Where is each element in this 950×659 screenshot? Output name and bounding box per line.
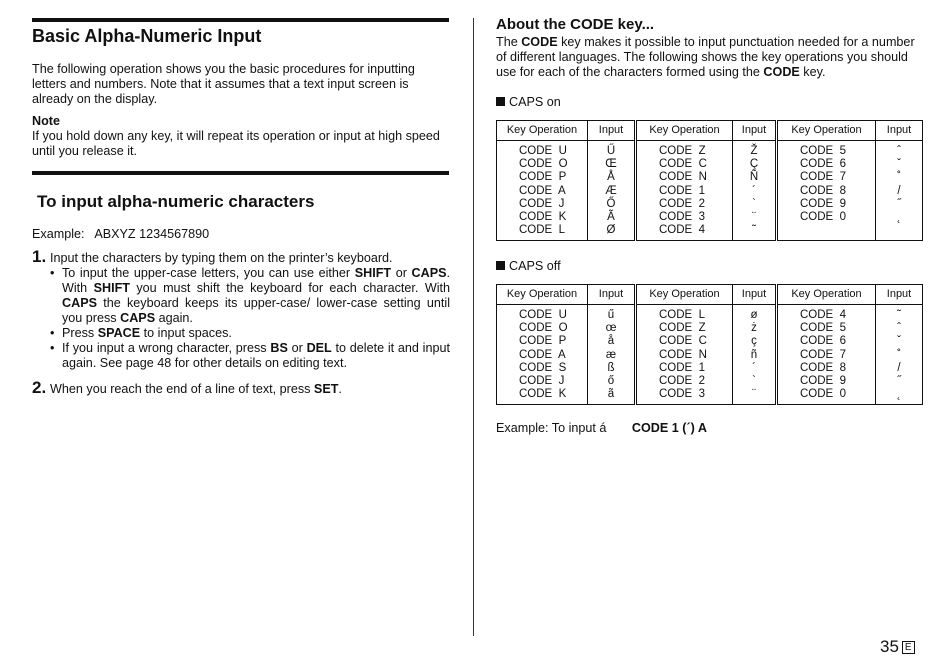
input-char: Ñ — [749, 171, 759, 184]
header-key-operation: Key Operation — [497, 121, 588, 141]
step-1-bullets — [50, 266, 450, 371]
input-char: æ — [605, 348, 617, 361]
key-op: CODE 0 — [800, 388, 847, 401]
key-op: CODE 2 — [659, 197, 706, 210]
input-char: ˇ — [897, 158, 901, 171]
code-example-sequence: CODE 1 (´) A — [631, 421, 707, 435]
input-char: / — [897, 184, 901, 197]
input-char: ˚ — [897, 348, 901, 361]
input-char: ˆ — [897, 145, 901, 157]
input-char: Å — [607, 171, 615, 184]
key-op: CODE 3 — [659, 211, 706, 224]
input-char: ˜ — [897, 309, 901, 321]
input-char: ã — [607, 388, 615, 401]
page-number: 35 E — [880, 637, 915, 657]
input-char: ç — [751, 335, 757, 348]
key-op: CODE O — [519, 322, 568, 335]
key-op: CODE 2 — [659, 375, 706, 388]
key-op: CODE O — [519, 158, 568, 171]
input-char: ˆ — [897, 322, 901, 335]
input-char: ˜ — [752, 224, 756, 237]
input-char: å — [607, 335, 615, 348]
key-op: CODE N — [659, 348, 707, 361]
input-char: / — [897, 361, 901, 374]
section-title-alpha-numeric: To input alpha-numeric characters — [37, 192, 315, 211]
key-op: CODE C — [659, 335, 707, 348]
input-char: ż — [751, 322, 757, 335]
key-op: CODE 0 — [800, 211, 847, 224]
key-op: CODE P — [519, 335, 567, 348]
key-op: CODE 6 — [800, 335, 847, 348]
header-key-operation: Key Operation — [636, 285, 733, 305]
note-text: If you hold down any key, it will repeat its operation or input at high speed until you release it. — [32, 129, 440, 158]
caps-on-table — [496, 120, 923, 241]
square-bullet-icon — [496, 261, 505, 270]
key-op: CODE 8 — [800, 184, 847, 197]
header-input: Input — [588, 285, 636, 305]
input-char: ` — [752, 197, 756, 210]
caps-off-label: CAPS off — [496, 259, 561, 274]
input-char: Ø — [606, 224, 616, 237]
key-op: CODE A — [519, 348, 566, 361]
key-op: CODE 7 — [800, 171, 847, 184]
square-bullet-icon — [496, 97, 505, 106]
header-key-operation: Key Operation — [636, 121, 733, 141]
step-1 — [32, 249, 450, 371]
input-char: ¨ — [752, 211, 756, 224]
key-op: CODE 6 — [800, 158, 847, 171]
input-char: ` — [752, 375, 756, 388]
header-key-operation: Key Operation — [777, 121, 876, 141]
language-box: E — [902, 641, 915, 654]
key-op: CODE 5 — [800, 145, 847, 157]
section-rule-left — [32, 171, 449, 175]
key-op: CODE U — [519, 309, 567, 321]
input-char: ´ — [752, 361, 756, 374]
key-op: CODE A — [519, 184, 566, 197]
key-op: CODE 9 — [800, 375, 847, 388]
key-op: CODE N — [659, 171, 707, 184]
key-op: CODE 7 — [800, 348, 847, 361]
step-1-text: Input the characters by typing them on the printer’s keyboard. — [50, 251, 393, 265]
input-char: ´ — [752, 184, 756, 197]
input-char: ˇ — [897, 335, 901, 348]
input-char: ő — [607, 375, 615, 388]
key-op: CODE U — [519, 145, 567, 157]
input-char: Ã — [607, 211, 615, 224]
input-char: ˚ — [897, 171, 901, 184]
code-key-title: About the CODE key... — [496, 16, 655, 33]
input-char: œ — [605, 322, 617, 335]
key-op: CODE 1 — [659, 361, 706, 374]
set-key: SET — [313, 382, 339, 396]
key-op: CODE K — [519, 388, 567, 401]
step-1-number: 1. — [32, 247, 47, 266]
header-input: Input — [733, 121, 777, 141]
top-rule-left — [32, 18, 449, 22]
key-op: CODE S — [519, 361, 567, 374]
bullet-space: • Press SPACE to input spaces. — [50, 326, 450, 341]
input-char: ű — [607, 309, 615, 321]
code-example-label: Example: To input á — [496, 421, 607, 435]
key-op: CODE Z — [659, 322, 706, 335]
key-op: CODE 8 — [800, 361, 847, 374]
key-op: CODE J — [519, 375, 565, 388]
input-char: Ű — [606, 145, 616, 157]
input-char: Œ — [605, 158, 617, 171]
step-2-text: When you reach the end of a line of text, press SET. — [50, 382, 342, 396]
caps-on-label: CAPS on — [496, 95, 561, 110]
code-key-intro: The CODE key makes it possible to input punctuation needed for a number of different languages. The following shows the key operations you should use for each of the characters formed using the CODE key. — [496, 35, 915, 79]
input-char: Ç — [749, 158, 759, 171]
bullet-delete: • If you input a wrong character, press BS or DEL to delete it and input again. See page 48 for other details on editing text. — [50, 341, 450, 371]
key-op: CODE P — [519, 171, 567, 184]
input-char: ñ — [750, 348, 758, 361]
key-op: CODE Z — [659, 145, 706, 157]
example-value: ABXYZ 1234567890 — [94, 227, 210, 241]
bullet-caps-shift: • To input the upper-case letters, you can use either SHIFT or CAPS. With SHIFT you must shift the keyboard for each character. With CAPS the keyboard keeps its upper-case/ lower-case setting until you press CAPS again. — [50, 266, 450, 326]
key-op: CODE 4 — [800, 309, 847, 321]
input-char: ˝ — [897, 375, 901, 388]
code-example-line — [496, 421, 707, 436]
header-key-operation: Key Operation — [497, 285, 588, 305]
header-input: Input — [876, 285, 923, 305]
input-char: ˛ — [897, 388, 901, 401]
input-char: ˛ — [897, 211, 901, 224]
caps-off-table — [496, 284, 923, 405]
input-char: Ő — [606, 197, 616, 210]
input-char: Æ — [605, 184, 617, 197]
input-char: Ž — [750, 145, 758, 157]
key-op: CODE 4 — [659, 224, 706, 237]
example-label: Example: — [32, 227, 85, 241]
key-op: CODE K — [519, 211, 567, 224]
key-op: CODE 5 — [800, 322, 847, 335]
key-op: CODE C — [659, 158, 707, 171]
intro-paragraph: The following operation shows you the basic procedures for inputting letters and numbers. Note that it assumes that a text input screen is already on the display. — [32, 62, 415, 106]
key-op: CODE L — [659, 309, 706, 321]
header-input: Input — [588, 121, 636, 141]
header-key-operation: Key Operation — [777, 285, 876, 305]
key-op: CODE 3 — [659, 388, 706, 401]
key-op: CODE 1 — [659, 184, 706, 197]
header-input: Input — [733, 285, 777, 305]
key-op: CODE 9 — [800, 197, 847, 210]
note-label: Note — [32, 114, 60, 128]
example-line — [32, 227, 209, 242]
section-title-basic-input: Basic Alpha-Numeric Input — [32, 26, 262, 46]
key-op: CODE L — [519, 224, 566, 237]
input-char: ¨ — [752, 388, 756, 401]
input-char: ø — [750, 309, 758, 321]
step-2-number: 2. — [32, 378, 47, 397]
input-char: ß — [607, 361, 615, 374]
step-2 — [32, 380, 342, 397]
key-op: CODE J — [519, 197, 565, 210]
header-input: Input — [876, 121, 923, 141]
column-divider — [473, 18, 474, 636]
input-char: ˝ — [897, 197, 901, 210]
